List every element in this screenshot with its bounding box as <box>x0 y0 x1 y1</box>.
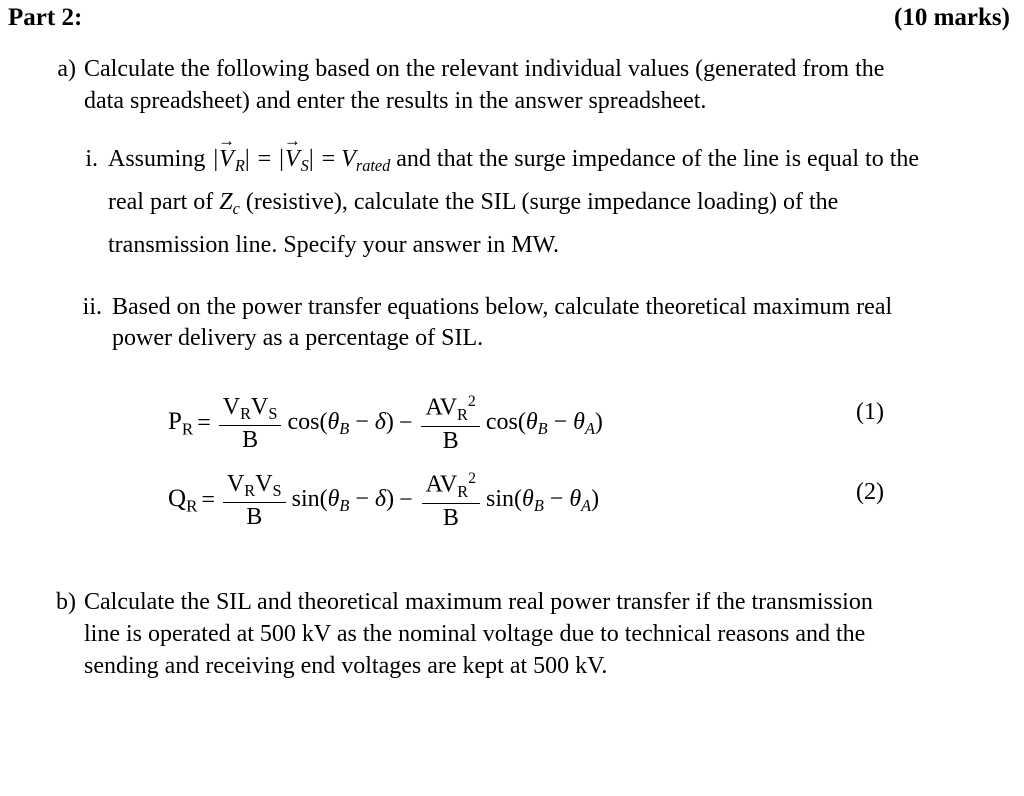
question-a-ii-text <box>112 292 996 356</box>
page-header <box>0 0 1024 32</box>
equation-1-lhs: $P_R$ <box>168 408 194 439</box>
question-b-line2: line is operated at 500 kV as the nominal voltage due to technical reasons and the <box>84 621 866 648</box>
equals-1: = <box>257 145 272 172</box>
question-a-i-line1-tail: and that the surge impedance of the line is equal to the <box>396 145 920 172</box>
formula-vs: | → $V_S|$ <box>279 131 314 176</box>
equation-2-equals: = <box>201 487 215 514</box>
vector-arrow-icon-2: → <box>283 131 301 151</box>
question-a-ii-line2: power delivery as a percentage of SIL. <box>112 325 484 352</box>
equation-1-number: (1) <box>856 399 884 426</box>
equation-1 <box>0 393 1024 454</box>
question-a-line2: data spreadsheet) and enter the results in the answer spreadsheet. <box>84 87 707 114</box>
equation-2-sin-2: $\sin(\theta_B - \theta_A)$ <box>486 485 600 516</box>
formula-zc-sub: c <box>232 198 240 218</box>
equation-2-fraction-2: $\frac{AV_R^2}{B}$ <box>422 470 480 531</box>
question-a-i-line2 <box>108 187 996 220</box>
equation-1-equals: = <box>197 410 211 437</box>
equation-1-fraction-1: $\frac{V_RV_S}{B}$ <box>219 394 282 453</box>
equation-2-fraction-1: $\frac{V_RV_S}{B}$ <box>223 471 286 530</box>
assuming-label: Assuming <box>108 145 206 172</box>
equation-1-cos-1: $\cos(\theta_B - \delta)$ <box>287 408 394 438</box>
equation-2 <box>0 470 1024 531</box>
question-a-ii <box>70 292 996 356</box>
question-a-marker: a) <box>57 56 76 82</box>
formula-vrated: V <box>341 145 356 172</box>
question-a-i <box>70 131 996 262</box>
question-a-i-line3: transmission line. Specify your answer in MW. <box>108 231 560 258</box>
equation-2-sin-1: $\sin(\theta_B - \delta)$ <box>291 485 395 516</box>
question-a-ii-line1: Based on the power transfer equations below, calculate theoretical maximum real <box>112 293 893 320</box>
question-a-line1: Calculate the following based on the relevant individual values (generated from the <box>84 56 885 82</box>
question-a-i-text <box>108 131 996 262</box>
equation-1-fraction-2: $\frac{AV_R^2}{B}$ <box>421 393 479 454</box>
question-b-text <box>84 587 994 683</box>
part-label: Part 2: <box>8 4 83 31</box>
equation-block <box>0 393 1024 531</box>
question-a-i-line2-pre: real part of <box>108 188 214 215</box>
formula-zc: Z <box>219 188 233 215</box>
equation-1-cos-2: $\cos(\theta_B - \theta_A)$ <box>485 408 603 438</box>
vector-arrow-icon: → <box>218 131 235 151</box>
question-a <box>42 54 994 118</box>
equals-2: = <box>321 145 336 172</box>
marks-label: (10 marks) <box>894 4 1010 31</box>
equation-1-operator: − <box>398 410 413 437</box>
question-a-i-line2-tail: (resistive), calculate the SIL (surge impedance loading) of the <box>245 188 839 215</box>
formula-vr: | → $V_R|$ <box>213 131 250 176</box>
question-b-line3: sending and receiving end voltages are kept at 500 kV. <box>84 653 608 680</box>
equation-2-number: (2) <box>856 479 884 506</box>
question-b <box>42 587 994 683</box>
formula-vrated-sub: rated <box>355 156 391 176</box>
question-b-marker: b) <box>56 589 76 616</box>
question-a-i-marker: i. <box>85 145 98 172</box>
question-a-text <box>84 54 994 118</box>
question-a-i-line1 <box>108 131 996 177</box>
equation-2-lhs: $Q_R$ <box>168 485 198 516</box>
question-b-line1: Calculate the SIL and theoretical maximum real power transfer if the transmission <box>84 589 873 616</box>
question-a-ii-marker: ii. <box>82 293 102 320</box>
equation-2-operator: − <box>399 487 413 514</box>
